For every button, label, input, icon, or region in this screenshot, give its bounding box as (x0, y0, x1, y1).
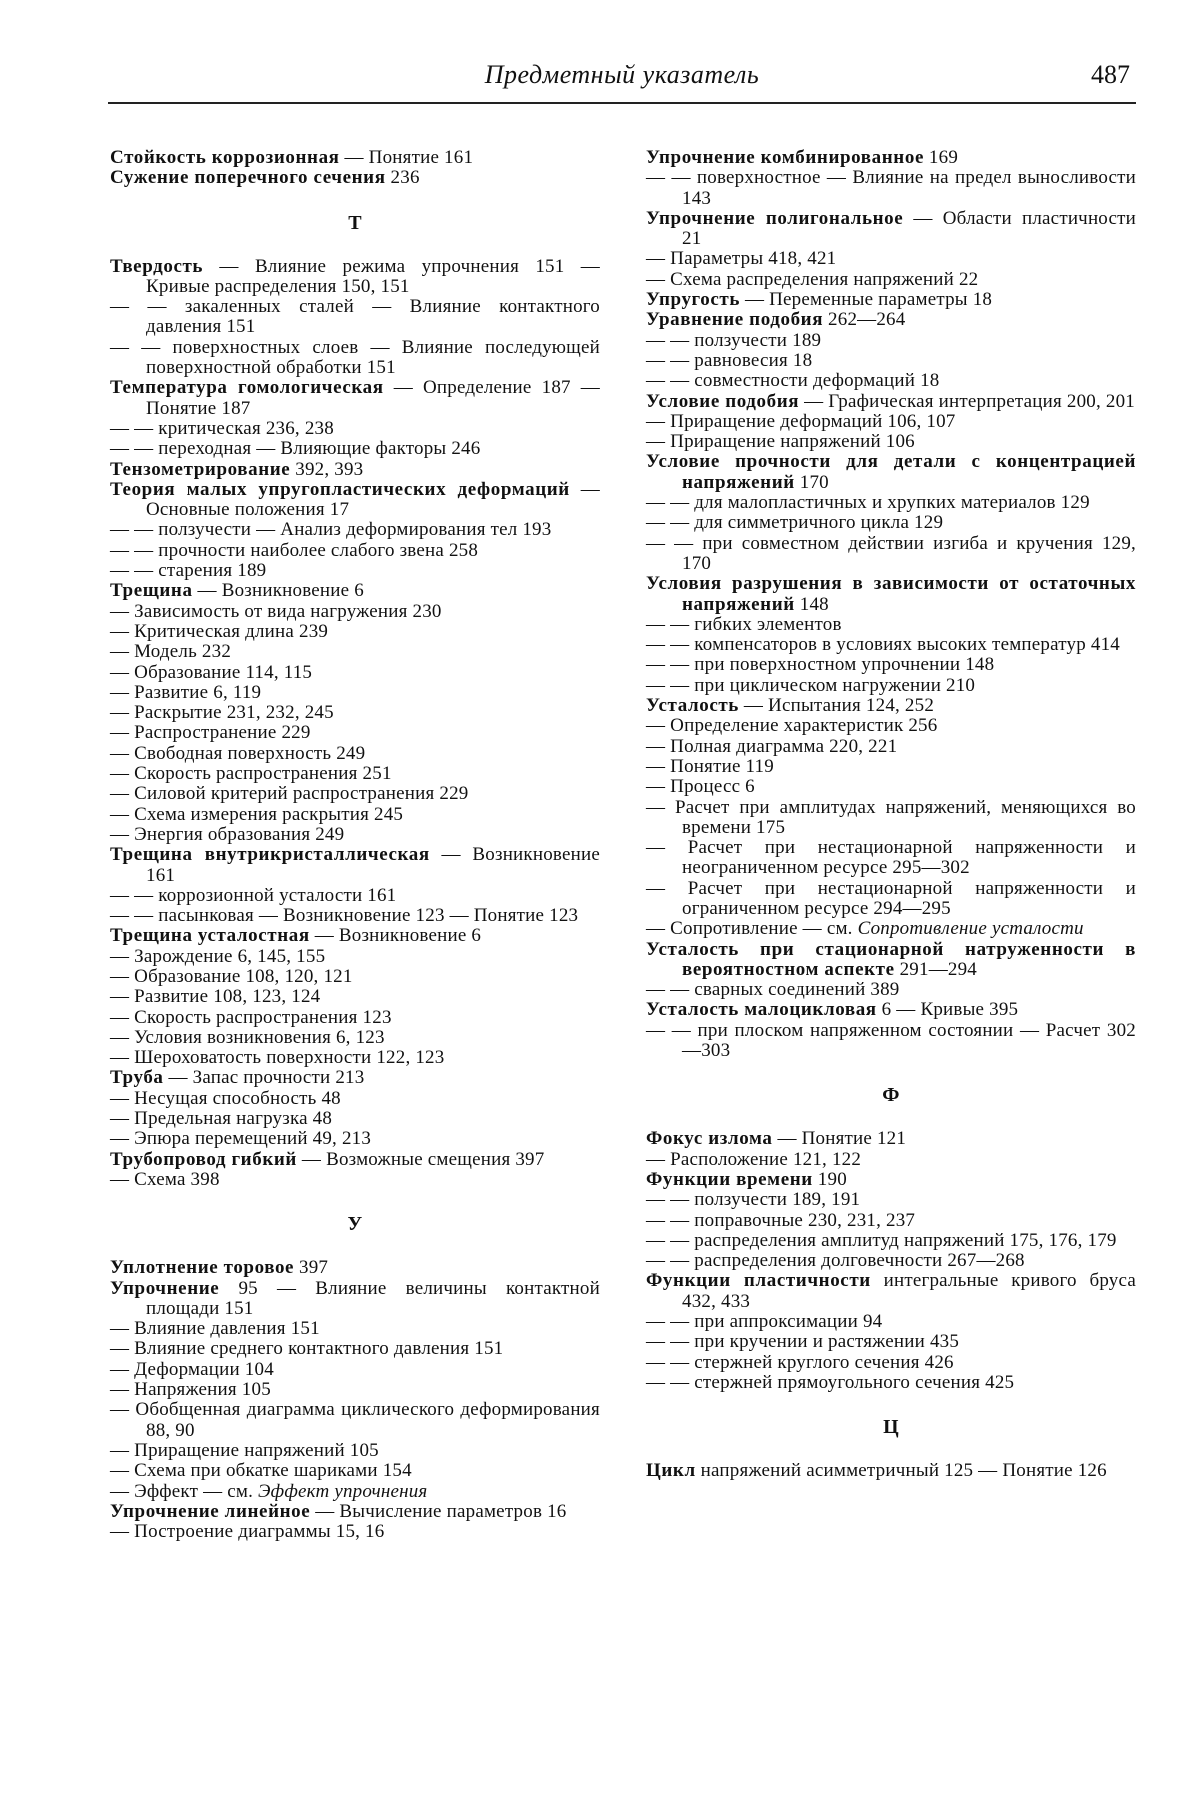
spacer (646, 1437, 1136, 1461)
index-subentry (110, 1482, 600, 1502)
entry-head: Фокус излома (646, 1128, 773, 1150)
spacer (110, 189, 600, 213)
entry-head: Условия разрушения в зависимости от остаточных напряжений (646, 573, 1136, 615)
entry-text: 392, 393 (290, 458, 364, 480)
spacer (110, 1234, 600, 1258)
entry-text: — Возможные смещения 397 (296, 1148, 545, 1170)
running-title: Предметный указатель (484, 60, 760, 89)
index-entry (110, 460, 600, 480)
header-rule (108, 102, 1136, 104)
index-subentry: — Энергия образования 249 (110, 823, 345, 845)
index-subentry: — Зарождение 6, 145, 155 (110, 945, 326, 967)
entry-head: Трубопровод гибкий (110, 1148, 297, 1170)
entry-text: 236 (385, 167, 420, 189)
index-subentry: — Расчет при нестационарной напряженности и неограниченном ресурсе 295—302 (646, 837, 1136, 879)
entry-text: интегральные кривого бруса 432, 433 (682, 1270, 1136, 1312)
entry-text: — Вычисление параметров 16 (310, 1500, 567, 1522)
index-subentry: — — поправочные 230, 231, 237 (646, 1209, 916, 1231)
index-subentry: — — сварных соединений 389 (646, 979, 900, 1001)
index-subentry: — Распространение 229 (110, 722, 311, 744)
index-entry (646, 310, 1136, 330)
index-subentry: — — гибких элементов (646, 613, 842, 635)
cross-reference: Эффект упрочнения (257, 1480, 428, 1502)
spacer (646, 1105, 1136, 1129)
index-subentry: — Критическая длина 239 (110, 620, 329, 642)
index-subentry: — — стержней прямоугольного сечения 425 (646, 1371, 1015, 1393)
index-entry (646, 574, 1136, 615)
index-entry (110, 148, 600, 168)
entry-text: 169 (923, 147, 959, 168)
spacer (646, 1061, 1136, 1085)
index-subentry: — — для малопластичных и хрупких материалов 129 (646, 492, 1090, 514)
entry-head: Усталость (646, 695, 739, 717)
index-entry (646, 452, 1136, 493)
index-entry (646, 392, 1136, 412)
index-subentry: — Напряжения 105 (110, 1379, 271, 1401)
entry-text: — Запас прочности 213 (163, 1067, 365, 1089)
index-subentry: — — прочности наиболее слабого звена 258 (110, 539, 479, 561)
entry-head: Упрочнение полигональное (646, 207, 904, 229)
entry-text: — Возникновение 161 (146, 844, 600, 886)
index-subentry: — — при совместном действии изгиба и кручения 129, 170 (646, 532, 1136, 574)
entry-head: Трещина внутрикристаллическая (110, 844, 430, 866)
index-entry (646, 1271, 1136, 1312)
index-subentry: — Предельная нагрузка 48 (110, 1108, 333, 1130)
index-subentry: — — компенсаторов в условиях высоких температур 414 (646, 634, 1120, 656)
entry-text: — Основные положения 17 (146, 478, 600, 521)
index-subentry: — Построение диаграммы 15, 16 (110, 1521, 385, 1543)
entry-head: Труба (110, 1067, 164, 1089)
entry-text: 397 (294, 1257, 329, 1279)
index-subentry: — Схема измерения раскрытия 245 (110, 803, 404, 825)
cross-reference: Сопротивление усталости (857, 918, 1084, 940)
index-subentry: — Свободная поверхность 249 (110, 742, 366, 764)
entry-text: — Возникновение 6 (192, 580, 364, 602)
entry-text: — Графическая интерпретация 200, 201 (799, 390, 1135, 412)
page-number: 487 (1091, 60, 1130, 89)
entry-head: Сужение поперечного сечения (110, 167, 386, 189)
index-subentry: — — при плоском напряженном состоянии — Расчет 302—303 (646, 1019, 1136, 1062)
index-subentry: — — совместности деформаций 18 (646, 370, 940, 392)
index-entry (110, 926, 600, 946)
index-entry (110, 1150, 600, 1170)
entry-text: — Переменные параметры 18 (740, 289, 993, 311)
index-entry (110, 257, 600, 298)
index-subentry: — Обобщенная диаграмма циклического деформирования 88, 90 (110, 1399, 600, 1441)
index-subentry: — Приращение напряжений 106 (646, 431, 915, 453)
index-entry (646, 1000, 1136, 1020)
entry-head: Упрочнение (110, 1277, 220, 1299)
index-entry (110, 1279, 600, 1320)
entry-text: — Эффект — см. (110, 1480, 258, 1502)
index-subentry: — — ползучести — Анализ деформирования тел 193 (110, 519, 552, 541)
index-subentry (646, 919, 1136, 939)
index-subentry: — Схема 398 (110, 1168, 220, 1190)
section-letter: Ц (883, 1416, 899, 1439)
index-subentry: — Параметры 418, 421 (646, 248, 837, 270)
index-subentry: — Условия возникновения 6, 123 (110, 1026, 385, 1048)
index-entry (646, 1461, 1136, 1481)
entry-head: Твердость (110, 255, 204, 277)
entry-text: 6 — Кривые 395 (876, 999, 1019, 1021)
entry-text: напряжений асимметричный 125 — Понятие 126 (695, 1460, 1107, 1482)
index-subentry: — Несущая способность 48 (110, 1087, 341, 1109)
index-subentry: — — стержней круглого сечения 426 (646, 1351, 954, 1373)
index-subentry: — Приращение напряжений 105 (110, 1439, 379, 1461)
index-entry (110, 845, 600, 886)
entry-head: Условие прочности для детали с концентрацией напряжений (646, 451, 1136, 493)
index-entry (646, 209, 1136, 250)
index-subentry: — Схема при обкатке шариками 154 (110, 1460, 412, 1482)
section-letter: У (347, 1213, 363, 1236)
entry-head: Температура гомологическая (110, 377, 384, 399)
index-subentry: — Шероховатость поверхности 122, 123 (110, 1047, 445, 1069)
section-letter: Т (348, 211, 362, 234)
entry-head: Теория малых упругопластических деформаций (110, 478, 570, 500)
entry-head: Условие подобия (646, 390, 800, 412)
index-entry (110, 581, 600, 601)
entry-head: Функции времени (646, 1168, 813, 1190)
entry-text: 170 (794, 471, 829, 493)
index-entry (646, 1170, 1136, 1190)
index-subentry: — Силовой критерий распространения 229 (110, 783, 469, 805)
index-entry (646, 1129, 1136, 1149)
index-subentry: — Схема распределения напряжений 22 (646, 268, 979, 290)
entry-text: — Испытания 124, 252 (738, 695, 935, 717)
page-header (108, 56, 1136, 102)
entry-text: 291—294 (894, 958, 977, 980)
index-entry (646, 148, 1136, 168)
index-column-right (646, 148, 1136, 1482)
index-subentry: — — поверхностное — Влияние на предел выносливости 143 (646, 167, 1136, 209)
spacer (646, 1393, 1136, 1417)
index-subentry: — Образование 114, 115 (110, 661, 313, 683)
entry-head: Упругость (646, 289, 741, 311)
index-subentry: — — при кручении и растяжении 435 (646, 1331, 960, 1353)
entry-head: Трещина (110, 580, 193, 602)
index-subentry: — Скорость распространения 123 (110, 1006, 392, 1028)
entry-head: Уплотнение торовое (110, 1257, 295, 1279)
entry-text: 148 (794, 593, 829, 615)
index-subentry: — Приращение деформаций 106, 107 (646, 410, 956, 432)
index-entry (110, 1258, 600, 1278)
index-entry (110, 168, 600, 188)
entry-head: Уравнение подобия (646, 309, 824, 331)
entry-text: — Определение 187 — Понятие 187 (146, 377, 600, 419)
index-subentry: — Зависимость от вида нагружения 230 (110, 600, 442, 622)
index-subentry: — — распределения амплитуд напряжений 175, 176, 179 (646, 1229, 1117, 1251)
index-subentry: — — распределения долговечности 267—268 (646, 1250, 1025, 1272)
index-subentry: — Процесс 6 (646, 776, 755, 798)
entry-head: Упрочнение комбинированное (646, 147, 924, 168)
index-subentry: — — коррозионной усталости 161 (110, 884, 397, 906)
entry-head: Стойкость коррозионная (110, 147, 340, 168)
index-subentry: — — для симметричного цикла 129 (646, 512, 944, 534)
index-entry (110, 1068, 600, 1088)
index-subentry: — — переходная — Влияющие факторы 246 (110, 438, 481, 460)
index-subentry: — Скорость распространения 251 (110, 763, 392, 785)
index-subentry: — Деформации 104 (110, 1358, 274, 1380)
index-subentry: — — закаленных сталей — Влияние контактного давления 151 (110, 296, 600, 338)
entry-text: — Влияние режима упрочнения 151 — Кривые распределения 150, 151 (146, 255, 600, 297)
index-subentry: — — при циклическом нагружении 210 (646, 674, 976, 696)
index-entry (110, 480, 600, 521)
index-subentry: — Определение характеристик 256 (646, 715, 938, 737)
index-subentry: — Раскрытие 231, 232, 245 (110, 702, 334, 724)
entry-head: Цикл (646, 1460, 696, 1482)
entry-text: — Возникновение 6 (309, 925, 482, 947)
index-subentry: — — пасынковая — Возникновение 123 — Понятие 123 (110, 905, 579, 927)
entry-text: 190 (812, 1168, 847, 1190)
entry-head: Усталость малоцикловая (646, 999, 877, 1021)
index-subentry: — Влияние давления 151 (110, 1318, 320, 1340)
index-subentry: — — равновесия 18 (646, 349, 813, 371)
index-subentry: — — при аппроксимации 94 (646, 1311, 883, 1333)
index-subentry: — Полная диаграмма 220, 221 (646, 735, 898, 757)
index-subentry: — — ползучести 189, 191 (646, 1189, 861, 1211)
entry-head: Тензометрирование (110, 458, 291, 480)
index-entry (646, 290, 1136, 310)
index-subentry: — Эпюра перемещений 49, 213 (110, 1128, 372, 1150)
index-subentry: — Понятие 119 (646, 755, 774, 777)
index-subentry: — Образование 108, 120, 121 (110, 965, 353, 987)
index-subentry: — — поверхностных слоев — Влияние последующей поверхностной обработки 151 (110, 336, 600, 379)
entry-text: — Области пластичности 21 (682, 207, 1136, 250)
entry-text: 95 — Влияние величины контактной площади 151 (146, 1277, 600, 1319)
spacer (110, 233, 600, 257)
index-subentry: — — ползучести 189 (646, 329, 822, 351)
entry-head: Трещина усталостная (110, 925, 310, 947)
entry-text: — Сопротивление — см. (646, 918, 858, 940)
index-column-left (110, 148, 600, 1542)
index-subentry: — Модель 232 (110, 641, 232, 663)
index-subentry: — Развитие 108, 123, 124 (110, 986, 321, 1008)
index-subentry: — Расположение 121, 122 (646, 1148, 862, 1170)
entry-head: Упрочнение линейное (110, 1500, 311, 1522)
entry-text: — Понятие 121 (772, 1128, 907, 1150)
index-subentry: — Расчет при амплитудах напряжений, меняющихся во времени 175 (646, 796, 1136, 838)
entry-head: Усталость при стационарной натруженности в вероятностном аспекте (646, 938, 1136, 980)
entry-text: 262—264 (823, 309, 906, 331)
index-subentry: — Развитие 6, 119 (110, 681, 262, 703)
index-subentry: — Расчет при нестационарной напряженности и ограниченном ресурсе 294—295 (646, 877, 1136, 919)
index-subentry: — — старения 189 (110, 560, 267, 582)
index-entry (110, 1502, 600, 1522)
index-entry (646, 940, 1136, 981)
section-letter: Ф (882, 1084, 900, 1107)
entry-head: Функции пластичности (646, 1270, 871, 1292)
index-entry (110, 378, 600, 419)
index-entry (646, 696, 1136, 716)
index-subentry: — — при поверхностном упрочнении 148 (646, 654, 995, 676)
index-subentry: — Влияние среднего контактного давления 151 (110, 1338, 504, 1360)
entry-text: — Понятие 161 (339, 147, 474, 168)
index-subentry: — — критическая 236, 238 (110, 417, 334, 439)
spacer (110, 1190, 600, 1214)
